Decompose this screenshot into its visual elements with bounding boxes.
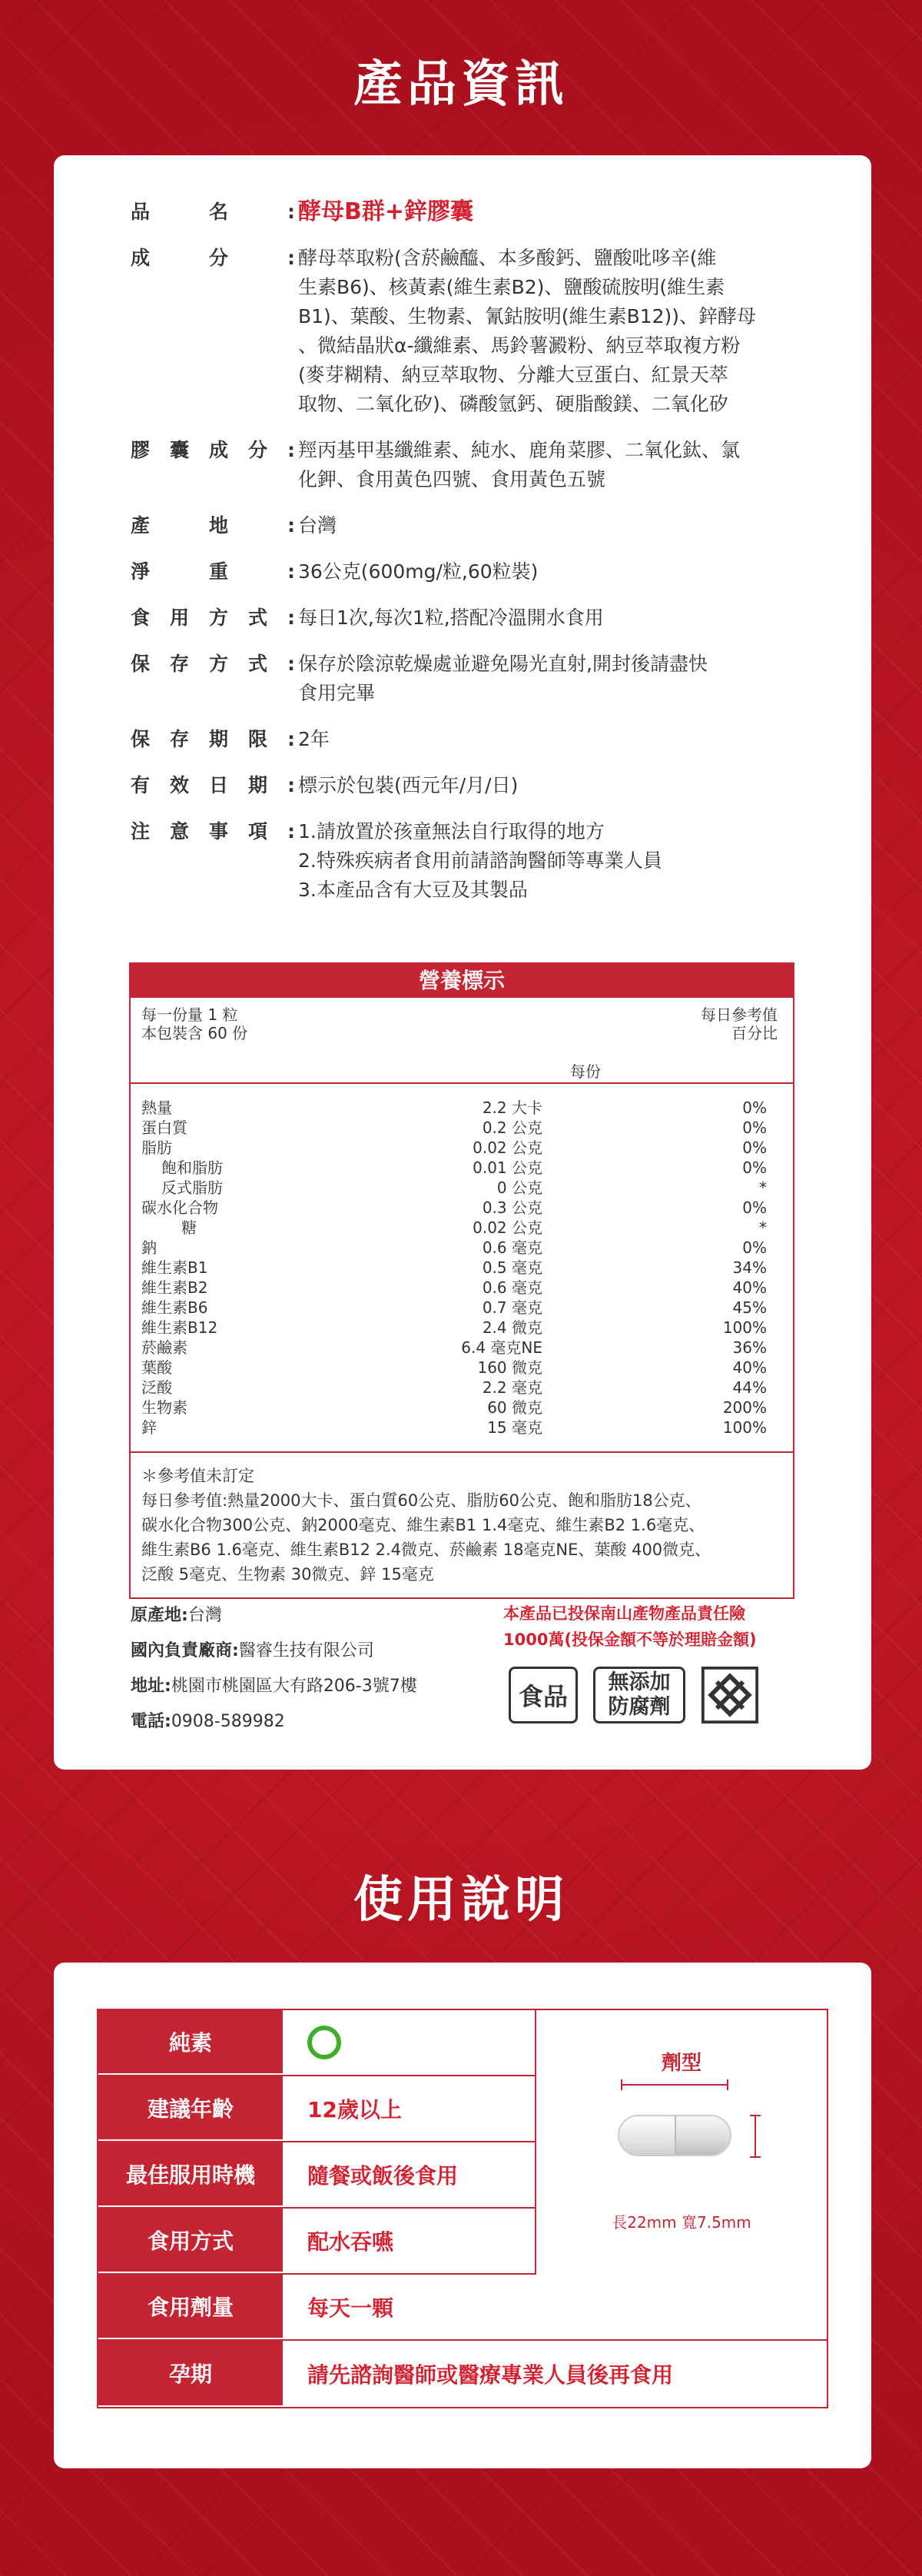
info-value: 台灣 [298,514,337,537]
nutrition-row [141,1378,782,1398]
nutrient-pct: 34% [732,1258,767,1277]
nutrition-row [141,1318,782,1338]
serving-size: 每一份量 1 粒 [141,1005,238,1024]
nutrition-header [131,998,793,1084]
nutrient-pct: * [759,1178,767,1197]
nutrient-name: 脂肪 [141,1138,172,1157]
nutrient-amount: 0.2 公克 [482,1118,542,1137]
nutrient-name: 鈉 [141,1238,157,1257]
nutrient-amount: 0.6 毫克 [482,1278,542,1297]
info-label: 食 用 方 式 : [131,607,295,629]
footnote-line: 每日參考值:熱量2000大卡、蛋白質60公克、脂肪60公克、飽和脂肪18公克、 [141,1491,701,1510]
nutrient-amount: 0.7 毫克 [482,1298,542,1317]
nutrient-name: 反式脂肪 [161,1178,223,1197]
nutrient-name: 維生素B6 [141,1298,208,1317]
nutrition-row [141,1178,782,1198]
usage-label: 建議年齡 [98,2076,283,2141]
nutrient-amount: 0 公克 [496,1178,542,1197]
nutrient-name: 碳水化合物 [141,1198,218,1217]
nutrient-name: 糖 [181,1218,197,1237]
section-title-usage: 使用說明 [353,1872,569,1929]
nutrient-amount: 6.4 毫克NE [461,1338,542,1357]
nutrient-amount: 2.4 微克 [482,1318,542,1337]
nutrition-facts-table [129,962,794,1599]
certification-badges [509,1666,759,1724]
info-value: 酵母萃取粉(含菸鹼醯、本多酸鈣、鹽酸吡哆辛(維 生素B6)、核黃素(維生素B2)、鹽酸硫胺明(維生素 B1)、葉酸、生物素、氰鈷胺明(維生素B12))、鋅酵母 、微結晶狀α-纖維素、馬鈴薯澱粉、納豆萃取複方粉 (麥芽糊精、納豆萃取物、分離大豆蛋白、紅景天萃 取物、二氧化矽)、磷酸氫鈣、硬脂酸鎂、二氧化矽 [298,247,757,415]
nutrient-pct: 100% [722,1418,767,1437]
nutrition-row [141,1278,782,1298]
nutrient-pct: 100% [722,1318,767,1337]
nutrient-name: 維生素B1 [141,1258,208,1277]
info-row [131,436,807,494]
usage-value: 每天一顆 [307,2295,394,2321]
usage-card [54,1963,871,2468]
usage-row [98,2209,536,2275]
nutrient-amount: 160 微克 [477,1358,542,1377]
info-value: 1.請放置於孩童無法自行取得的地方 2.特殊疾病者食用前請諮詢醫師等專業人員 3.本產品含有大豆及其製品 [298,820,662,901]
address-label: 地址: [131,1677,171,1696]
product-info-list [131,198,807,922]
nutrient-amount: 15 毫克 [487,1418,542,1437]
info-row [131,511,807,540]
nutrient-name: 飽和脂肪 [161,1158,223,1177]
info-value: 酵母B群+鋅膠囊 [298,198,474,225]
phone-label: 電話: [131,1712,171,1731]
nutrition-row [141,1238,782,1258]
usage-value: 配水吞嚥 [283,2209,536,2273]
nutrient-amount: 2.2 毫克 [482,1378,542,1397]
info-label: 膠 囊 成 分 : [131,439,295,461]
usage-value: 隨餐或飯後食用 [283,2142,536,2207]
info-value: 36公克(600mg/粒,60粒裝) [298,560,539,583]
nutrient-pct: 36% [732,1338,767,1357]
width-indicator [755,2115,756,2158]
nutrition-row [141,1138,782,1158]
info-label: 產 地 : [131,514,295,537]
address-value: 桃園市桃園區大有路206-3號7樓 [171,1677,417,1696]
nutrient-name: 鋅 [141,1418,157,1437]
nutrient-amount: 0.6 毫克 [482,1238,542,1257]
daily-value-label: 每日參考值 [701,1005,778,1024]
nutrient-pct: 40% [732,1278,767,1297]
nutrient-name: 熱量 [141,1099,172,1117]
info-value: 每日1次,每次1粒,搭配冷溫開水食用 [298,607,604,629]
usage-label: 純素 [98,2010,283,2075]
usage-row [98,2142,536,2209]
length-indicator [621,2084,728,2086]
usage-table [97,2009,828,2408]
origin-value: 台灣 [187,1606,222,1625]
info-label: 淨 重 : [131,560,295,583]
usage-row [98,2341,827,2407]
nutrient-pct: 45% [732,1298,767,1317]
info-row [131,650,807,708]
nutrient-name: 葉酸 [141,1358,172,1377]
info-row [131,771,807,800]
nutrient-pct: 0% [742,1118,767,1137]
info-value: 標示於包裝(西元年/月/日) [298,774,519,796]
nutrient-amount: 60 微克 [487,1398,542,1417]
info-row [131,603,807,633]
nutrition-row [141,1358,782,1378]
nutrient-pct: 0% [742,1238,767,1257]
no-preservative-badge: 無添加 防腐劑 [593,1667,685,1723]
nutrition-row [141,1218,782,1238]
nutrient-amount: 2.2 大卡 [482,1099,542,1117]
usage-value: 12歲以上 [283,2076,536,2141]
usage-label: 食用劑量 [98,2275,283,2339]
section-title-product-info: 產品資訊 [353,56,569,113]
info-label: 保 存 方 式 : [131,653,295,675]
nutrient-name: 生物素 [141,1398,187,1417]
dosage-form-panel [536,2010,827,2276]
nutrient-pct: 40% [732,1358,767,1377]
usage-row [98,2076,536,2142]
info-label: 注 意 事 項 : [131,820,295,843]
nutrient-amount: 0.3 公克 [482,1198,542,1217]
nutrition-title: 營養標示 [131,964,793,998]
info-label: 有 效 日 期 : [131,774,295,796]
info-row [131,817,807,905]
nutrient-pct: 200% [722,1398,767,1417]
nutrient-pct: 44% [732,1378,767,1397]
info-row [131,244,807,419]
footnote-line: 泛酸 5毫克、生物素 30微克、鋅 15毫克 [141,1565,434,1584]
info-label: 品 名 : [131,201,295,223]
food-badge: 食品 [509,1667,578,1723]
capsule-icon [618,2115,731,2156]
nutrient-pct: 0% [742,1138,767,1157]
usage-row [98,2010,536,2076]
nutrient-name: 泛酸 [141,1378,172,1397]
usage-label: 最佳服用時機 [98,2142,283,2207]
vendor-value: 醫睿生技有限公司 [238,1641,374,1660]
usage-label: 食用方式 [98,2209,283,2273]
nutrient-name: 維生素B2 [141,1278,208,1297]
vegan-check-icon [307,2026,341,2059]
nutrition-row [141,1398,782,1418]
usage-row [98,2275,827,2341]
nutrient-pct: 0% [742,1099,767,1117]
phone-value: 0908-589982 [171,1712,285,1731]
info-row [131,725,807,754]
usage-value: 請先諮詢醫師或醫療專業人員後再食用 [307,2362,674,2388]
nutrition-row [141,1158,782,1178]
info-row [131,198,807,227]
info-label: 保 存 期 限 : [131,728,295,750]
nutrition-row [141,1418,782,1438]
nutrition-rows [131,1084,793,1453]
nutrient-amount: 0.01 公克 [473,1158,542,1177]
recycle-icon [701,1666,759,1724]
info-value: 保存於陰涼乾燥處並避免陽光直射,開封後請盡快 食用完畢 [298,653,708,704]
nutrition-row [141,1098,782,1118]
nutrition-row [141,1118,782,1138]
nutrition-footnote [131,1453,793,1597]
capsule-size: 長22mm 寬7.5mm [612,2213,751,2232]
nutrition-row [141,1298,782,1318]
per-serving-label: 每份 [570,1062,601,1081]
usage-label: 孕期 [98,2341,283,2407]
footnote-line: 碳水化合物300公克、鈉2000毫克、維生素B1 1.4毫克、維生素B2 1.6毫克、 [141,1516,705,1534]
usage-value [283,2010,536,2075]
servings-per-pack: 本包裝含 60 份 [141,1024,248,1042]
nutrient-name: 蛋白質 [141,1118,187,1137]
footnote-line: 維生素B6 1.6毫克、維生素B12 2.4微克、菸鹼素 18毫克NE、葉酸 400微克、 [141,1541,711,1559]
footnote-line: ＊參考值未訂定 [141,1467,254,1485]
nutrient-pct: 0% [742,1158,767,1177]
liability-notice: 本產品已投保南山產物產品責任險 1000萬(投保金額不等於理賠金額) [503,1604,757,1649]
nutrient-amount: 0.02 公克 [473,1218,542,1237]
nutrition-row [141,1198,782,1218]
daily-value-pct-label: 百分比 [731,1024,778,1042]
nutrient-pct: * [759,1218,767,1237]
company-info [131,1598,417,1740]
nutrient-name: 維生素B12 [141,1318,218,1337]
product-info-card [54,155,871,1770]
nutrition-row [141,1258,782,1278]
origin-label: 原產地: [131,1606,188,1625]
info-label: 成 分 : [131,247,295,269]
info-value: 2年 [298,728,330,750]
info-row [131,557,807,587]
nutrition-row [141,1338,782,1358]
vendor-label: 國內負責廠商: [131,1641,239,1660]
nutrient-pct: 0% [742,1198,767,1217]
nutrient-name: 菸鹼素 [141,1338,187,1357]
info-value: 羥丙基甲基纖維素、純水、鹿角菜膠、二氧化鈦、氯 化鉀、食用黃色四號、食用黃色五號 [298,439,741,490]
dosage-form-title: 劑型 [661,2052,701,2075]
nutrient-amount: 0.02 公克 [473,1138,542,1157]
nutrient-amount: 0.5 毫克 [482,1258,542,1277]
